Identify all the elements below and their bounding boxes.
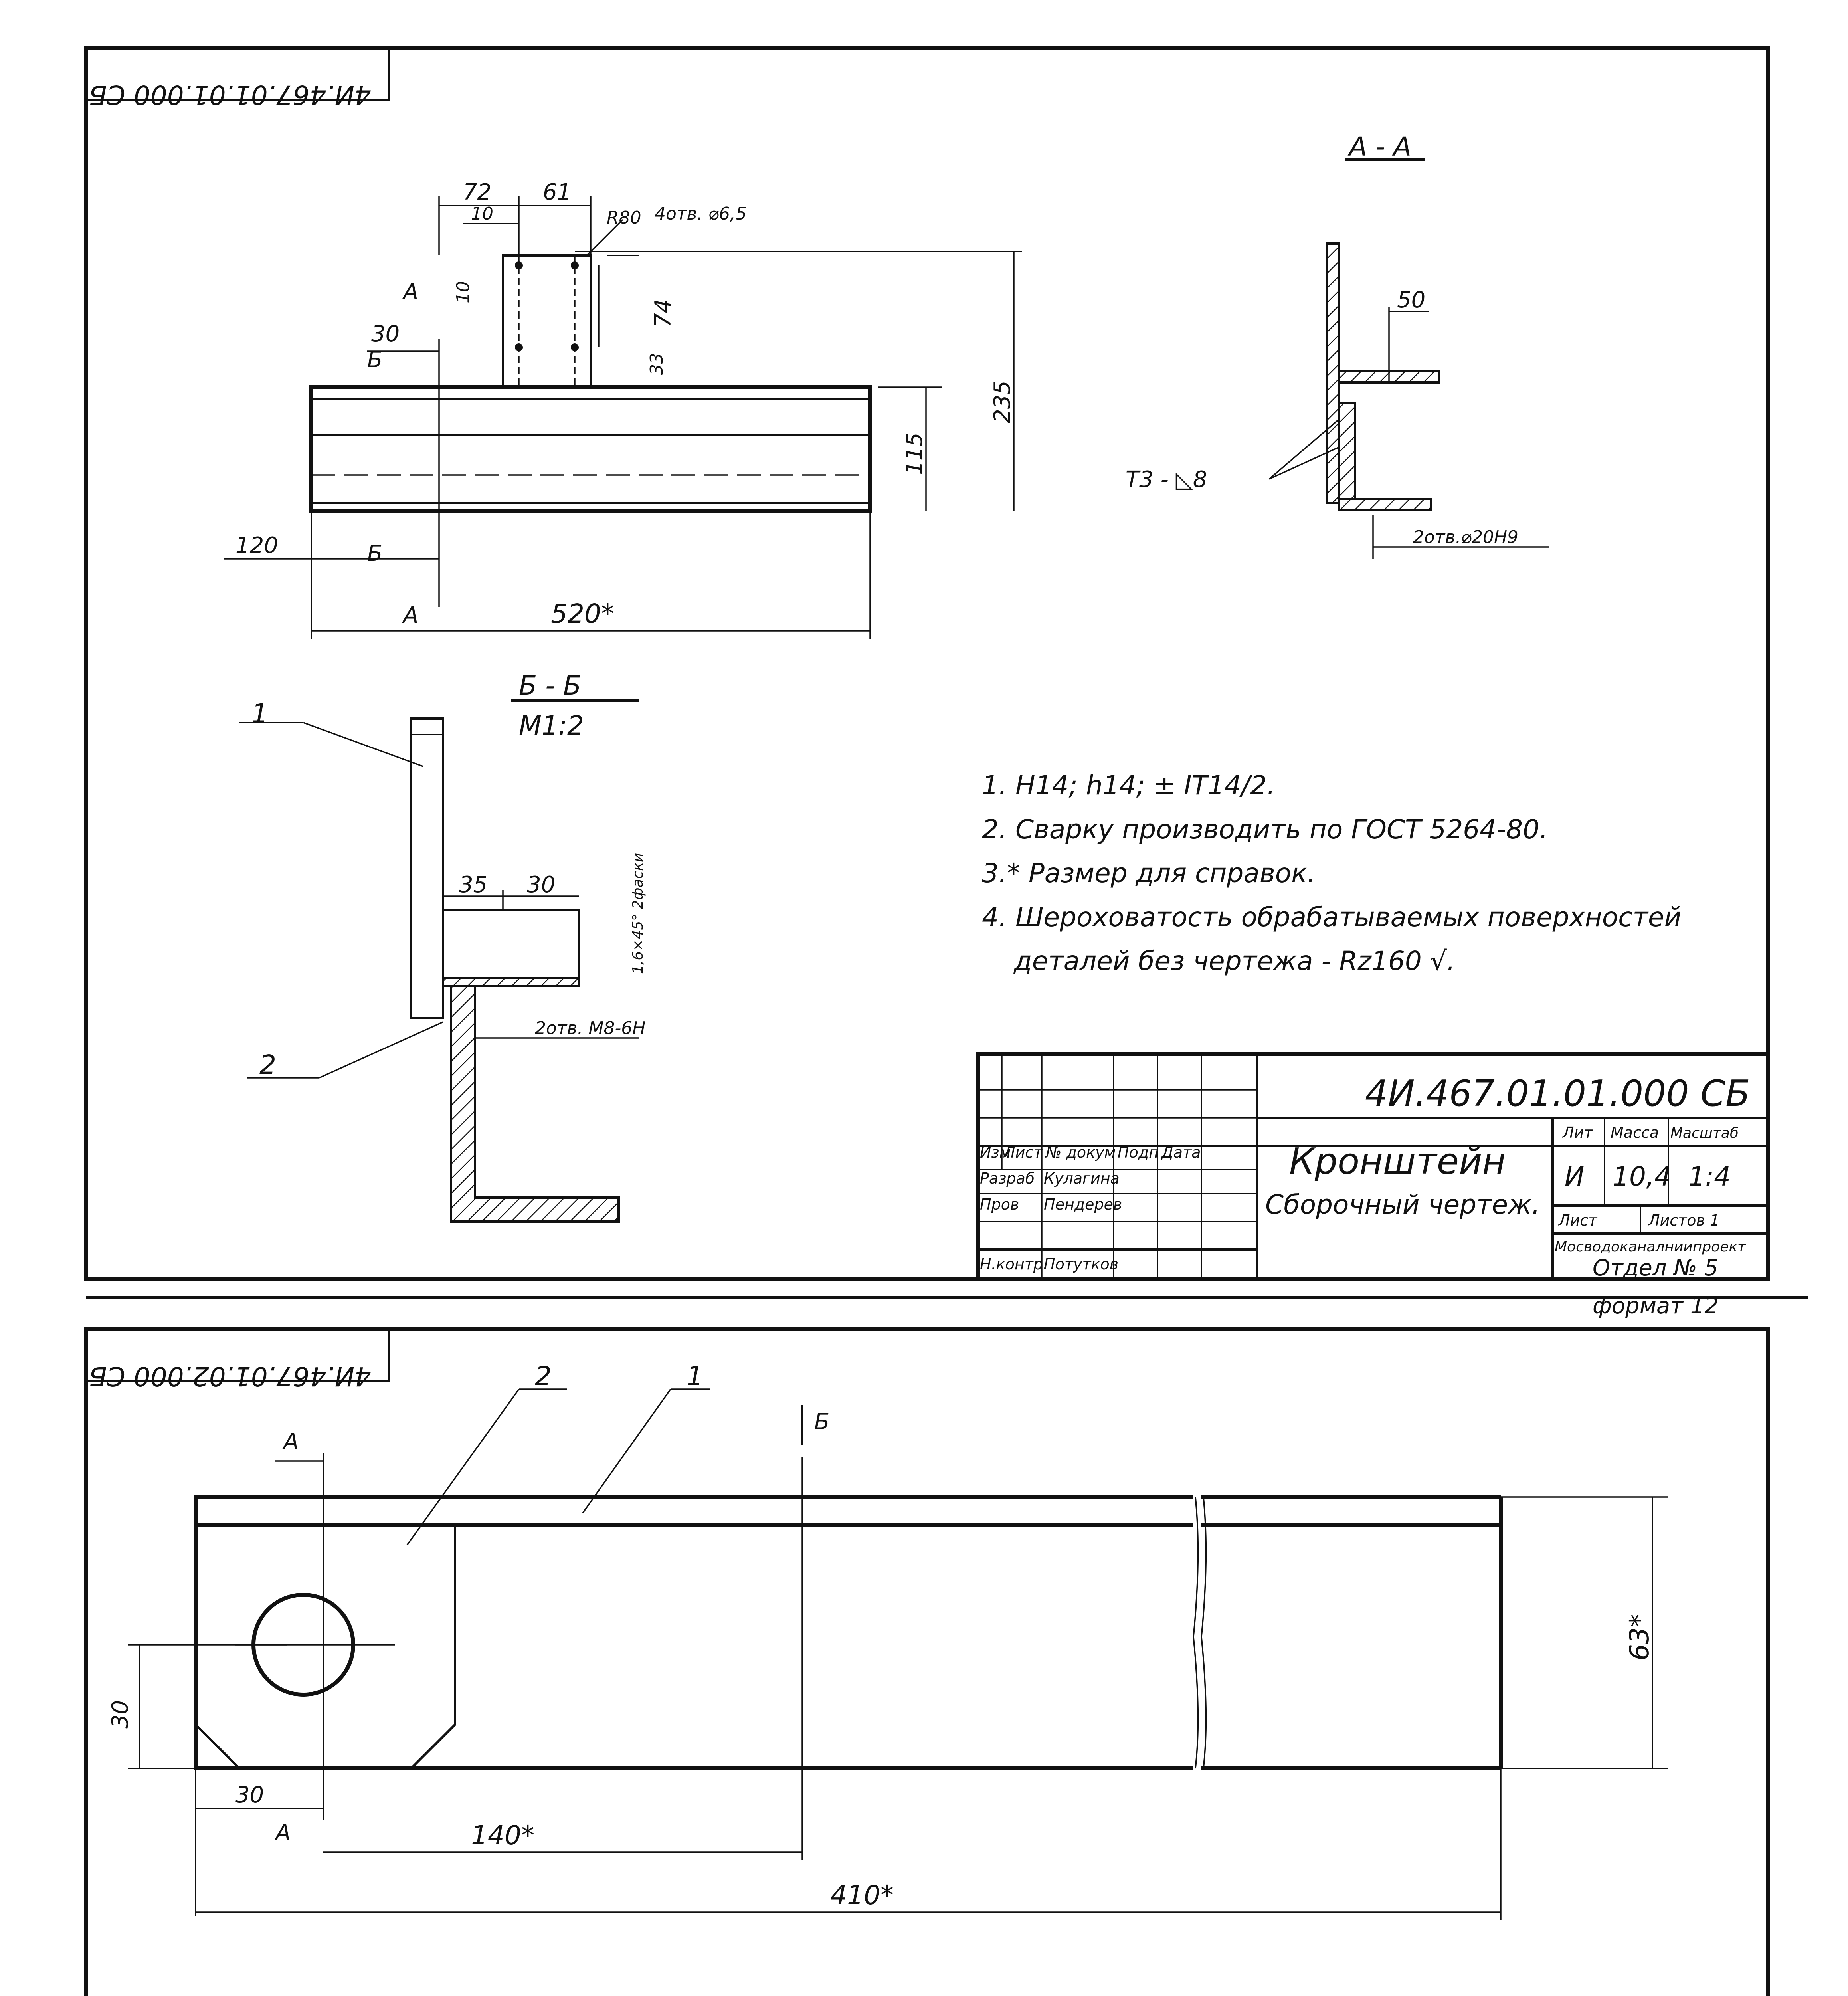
mass-value: 10,4 [1613, 1161, 1671, 1192]
dept-name: Отдел № 5 [1593, 1255, 1719, 1281]
sheet-label: Лист [1559, 1212, 1597, 1229]
section-bb-scale: М1:2 [519, 710, 584, 741]
header-data: Дата [1161, 1144, 1201, 1161]
title-doc-type: Сборочный чертеж. [1265, 1189, 1540, 1220]
chamfer-note: 1,6×45° 2фаски [630, 853, 646, 974]
dim-235: 235 [989, 380, 1015, 423]
sheet-1-section-bb [239, 670, 646, 1222]
section-aa-label: А - А [1349, 131, 1412, 162]
dim-30-horizontal-s2: 30 [235, 1782, 264, 1808]
cut-a-top: А [403, 279, 419, 305]
dim-120: 120 [235, 533, 278, 558]
header-list: Лист [1004, 1144, 1043, 1161]
cut-b-bottom: Б [367, 541, 383, 566]
note-1-1: 1. Н14; h14; ± IT14/2. [982, 770, 1276, 801]
cut-a-s2-top: А [283, 1429, 299, 1455]
cut-a-s2-bottom: А [275, 1820, 291, 1846]
sheet-1-main-view [224, 179, 1022, 639]
header-dokum: № докум [1046, 1144, 1116, 1161]
dim-74: 74 [650, 299, 676, 327]
lit-value: И [1565, 1161, 1585, 1192]
position-2-s2: 2 [535, 1361, 552, 1392]
dim-72: 72 [463, 179, 492, 205]
person-razrab: Кулагина [1044, 1170, 1120, 1187]
title-doc-code: 4И.467.01.01.000 СБ [1365, 1073, 1750, 1115]
section-bb-label: Б - Б [519, 670, 582, 701]
lit-label: Лит [1563, 1124, 1593, 1141]
dim-50: 50 [1397, 287, 1426, 313]
sheet-2 [86, 1329, 1768, 1996]
note-1-2: 2. Сварку производить по ГОСТ 5264-80. [982, 814, 1548, 845]
sheet-2-corner-stamp [86, 1329, 389, 1392]
holes-note: 4отв. ⌀6,5 [655, 204, 747, 224]
dim-63: 63* [1624, 1614, 1655, 1661]
scale-value: 1:4 [1688, 1161, 1731, 1192]
dim-30-vertical-s2: 30 [107, 1700, 133, 1729]
scale-label: Масштаб [1670, 1125, 1739, 1141]
note-1-3: 3.* Размер для справок. [982, 858, 1316, 889]
dim-30: 30 [371, 321, 400, 347]
dim-61: 61 [543, 179, 572, 205]
dim-115: 115 [902, 432, 928, 475]
dim-35: 35 [459, 872, 488, 898]
sheet-1-section-aa [1126, 131, 1549, 559]
header-podp: Подп [1118, 1144, 1159, 1161]
dim-410: 410* [830, 1880, 894, 1911]
weld-note: Т3 - ◺8 [1126, 467, 1207, 493]
sheet-1-corner-code: 4И.467.01.01.000 СБ [89, 79, 371, 110]
dim-33: 33 [647, 353, 667, 375]
mass-label: Масса [1611, 1124, 1659, 1141]
header-izm: Изм [980, 1144, 1011, 1161]
org-name: Мосводоканалниипроект [1555, 1239, 1746, 1255]
position-1: 1 [251, 698, 268, 729]
hole-note: 2отв.⌀20Н9 [1413, 527, 1519, 547]
tapped-holes-note: 2отв. М8-6Н [535, 1018, 646, 1038]
note-1-5: деталей без чертежа - Rz160 √. [1014, 946, 1455, 976]
role-nkontr: Н.контр. [980, 1255, 1048, 1273]
title-name: Кронштейн [1289, 1141, 1506, 1182]
dim-520: 520* [551, 598, 614, 629]
dim-140: 140* [471, 1820, 534, 1851]
cut-b-top: Б [367, 347, 383, 373]
role-prov: Пров [980, 1196, 1019, 1213]
dim-10: 10 [471, 204, 493, 224]
sheets-label: Листов 1 [1648, 1212, 1720, 1229]
dim-30-bb: 30 [527, 872, 556, 898]
dim-10-vertical: 10 [453, 281, 473, 303]
position-2: 2 [259, 1049, 276, 1080]
role-razrab: Разраб [980, 1170, 1035, 1187]
sheet-1 [86, 48, 1808, 1319]
sheet-1-notes [982, 770, 1681, 976]
sheet-1-format: формат 12 [1593, 1293, 1719, 1319]
sheet-2-corner-code: 4И.467.01.02.000 СБ [89, 1361, 371, 1392]
view-b-arrow: Б [814, 1409, 830, 1435]
sheet-1-corner-stamp [86, 48, 389, 110]
cut-a-bottom: А [403, 602, 419, 628]
sheet-2-main-view [107, 1361, 1668, 1920]
position-1-s2: 1 [687, 1361, 703, 1392]
person-nkontr: Потутков [1044, 1255, 1119, 1273]
radius-80: R80 [607, 208, 641, 228]
sheet-2-frame [86, 1329, 1768, 1996]
sheet-1-title-block [978, 1054, 1768, 1281]
note-1-4: 4. Шероховатость обрабатываемых поверхностей [982, 902, 1682, 933]
person-prov: Пендерев [1044, 1196, 1122, 1213]
